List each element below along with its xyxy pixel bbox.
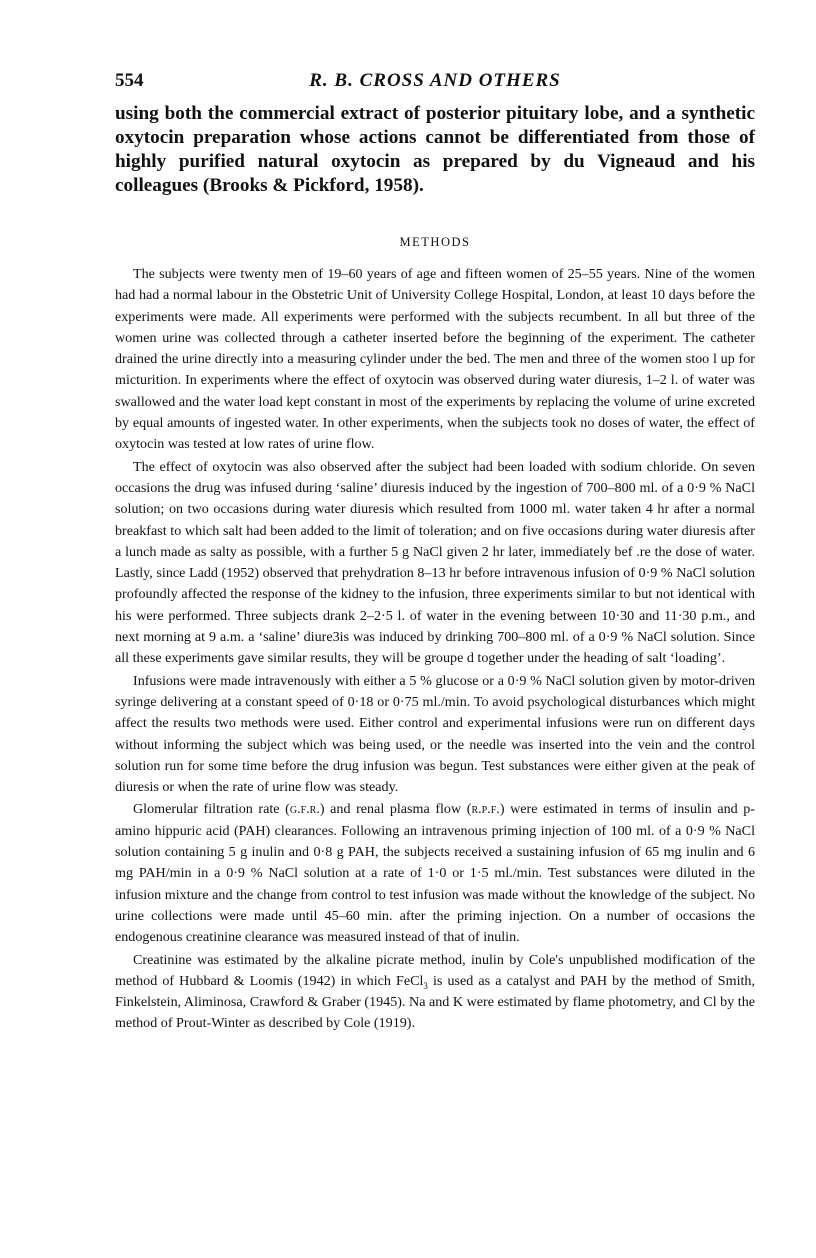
paragraph-infusions: Infusions were made intravenously with either a 5 % glucose or a 0·9 % NaCl solution given by motor-driven syringe delivering at a constant speed of 0·18 or 0·75 ml./min. To avoid psychological disturbances which might affect the results two methods were used. Either control and experimental infusions were run on different days without informing the subject which was being used, or the needle was inserted into the vein and the control solution run for some time before the drug infusion was begun. Test substances were either given at the peak of diuresis or when the rate of urine flow was steady. [115, 672, 755, 796]
page-header [115, 70, 755, 100]
page [115, 70, 755, 1035]
clearances-text-a: Glomerular filtration rate ( [133, 801, 290, 818]
lead-paragraph: using both the commercial extract of posterior pituitary lobe, and a synthetic oxytocin preparation whose actions cannot be differentiated from those of highly purified natural oxytocin as prepared by du Vigneaud and his colleagues (Brooks & Pickford, 1958). [115, 103, 755, 196]
chemical-text-a: Creatinine was estimated by the alkaline picrate method, inulin by Cole's unpublished modification of the method of Hubbard & Loomis (1942) in which FeCl [115, 951, 755, 989]
rpf-abbrev: r.p.f. [471, 801, 500, 818]
paragraph-subjects: The subjects were twenty men of 19–60 years of age and fifteen women of 25–55 years. Nine of the women had had a normal labour in the Obstetric Unit of University College Hospital, London, at least 10 days before the experiments were made. All experiments were performed with the subjects recumbent. In all but three of the women urine was collected through a catheter inserted before the beginning of the experiment. The catheter drained the urine directly into a measuring cylinder under the bed. The men and three of the women stoo l up for micturition. In experiments where the effect of oxytocin was observed during water diuresis, 1–2 l. of water was swallowed and the water load kept constant in most of the experiments by replacing the volume of urine excreted by equal amounts of ingested water. In other experiments, when the subjects took no doses of water, the effect of oxytocin was tested at low rates of urine flow. [115, 266, 755, 453]
paragraph-clearances [115, 799, 755, 948]
chemical-text-b: is used as a catalyst and PAH by the method of Smith, Finkelstein, Aliminosa, Crawford & Graber (1945). Na and K were estimated by flame photometry, and Cl by the method of Prout-Winter as described by Cole (1919). [115, 972, 755, 1032]
fecl3-subscript: 3 [423, 980, 428, 991]
running-head: R. B. CROSS AND OTHERS [309, 70, 561, 91]
clearances-text-c: ) were estimated in terms of insulin and p-amino hippuric acid (PAH) clearances. Following an intravenous priming injection of 100 ml. of a 0·9 % NaCl solution containing 5 g inulin and 0·8 g PAH, the subjects received a sustaining infusion of 65 mg inulin and 6 mg PAH/min in a 0·9 % NaCl solution at a rate of 1·0 or 1·5 ml./min. Test substances were diluted in the infusion mixture and the change from control to test infusion was made without the knowledge of the subject. No urine collections were made until 45–60 min. after the priming injection. On a number of occasions the endogenous creatinine clearance was measured instead of that of inulin. [115, 801, 756, 946]
paragraph-chemical-methods [115, 950, 755, 1035]
section-heading: METHODS [399, 235, 471, 249]
page-number: 554 [115, 70, 144, 91]
clearances-text-b: ) and renal plasma flow ( [319, 801, 472, 818]
gfr-abbrev: g.f.r. [289, 801, 320, 818]
paragraph-salt-loading: The effect of oxytocin was also observed after the subject had been loaded with sodium chloride. On seven occasions the drug was infused during ‘saline’ diuresis induced by the ingestion of 700–800 ml. of a 0·9 % NaCl solution; on two occasions during water diuresis which resulted from 1000 ml. water taken 4 hr after a normal breakfast to which salt had been added to the limit of toleration; and on five occasions during water diuresis after a lunch made as salty as possible, with a further 5 g NaCl given 2 hr later, immediately bef .re the dose of water. Lastly, since Ladd (1952) observed that prehydration 8–13 hr before intravenous infusion of 0·9 % NaCl solution profoundly affected the response of the kidney to the infusion, three experiments similar to but not identical with his were performed. Three subjects drank 2–2·5 l. of water in the evening between 10·30 and 11·30 p.m., and next morning at 9 a.m. a ‘saline’ diure3is was induced by drinking 700–800 ml. of a 0·9 % NaCl solution. Since all these experiments gave similar results, they will be groupe d together under the heading of salt ‘loading’. [115, 458, 755, 667]
